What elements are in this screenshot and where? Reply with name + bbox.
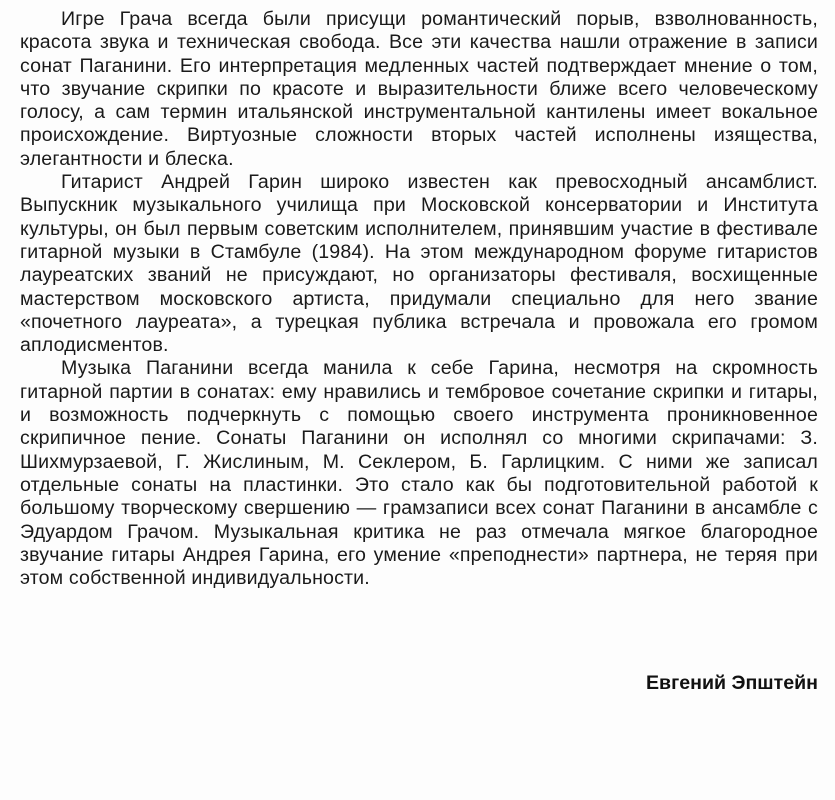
article-body	[20, 8, 818, 590]
paragraph-paganini-sonatas: Музыка Паганини всегда манила к себе Гарина, несмотря на скромность гитарной партии в сонатах: ему нравились и тембровое сочетание скрипки и гитары, и возможность подчеркнуть с помощью своего инструмента проникновенное скрипичное пение. Сонаты Паганини он исполнял со многими скрипачами: З. Шихмурзаевой, Г. Жислиным, М. Секлером, Б. Гарлицким. С ними же записал отдельные сонаты на пластинки. Это стало как бы подготовительной работой к большому творческому свершению — грамзаписи всех сонат Паганини в ансамбле с Эдуардом Грачом. Музыкальная критика не раз отмечала мягкое благородное звучание гитары Андрея Гарина, его умение «преподнести» партнера, не теряя при этом собственной индивидуальности.	[20, 357, 818, 590]
paragraph-garin-biography: Гитарист Андрей Гарин широко известен как превосходный ансамблист. Выпускник музыкального училища при Московской консерватории и Института культуры, он был первым советским исполнителем, принявшим участие в фестивале гитарной музыки в Стамбуле (1984). На этом международном форуме гитаристов лауреатских званий не присуждают, но организаторы фестиваля, восхищенные мастерством московского артиста, придумали специально для него звание «почетного лауреата», а турецкая публика встречала и провожала его громом аплодисментов.	[20, 171, 818, 357]
paragraph-grach: Игре Грача всегда были присущи романтический порыв, взволнованность, красота звука и техническая свобода. Все эти качества нашли отражение в записи сонат Паганини. Его интерпретация медленных частей подтверждает мнение о том, что звучание скрипки по красоте и выразительности ближе всего человеческому голосу, а сам термин итальянской инструментальной кантилены имеет вокальное происхождение. Виртуозные сложности вторых частей исполнены изящества, элегантности и блеска.	[20, 8, 818, 170]
author-signature: Евгений Эпштейн	[645, 672, 818, 694]
